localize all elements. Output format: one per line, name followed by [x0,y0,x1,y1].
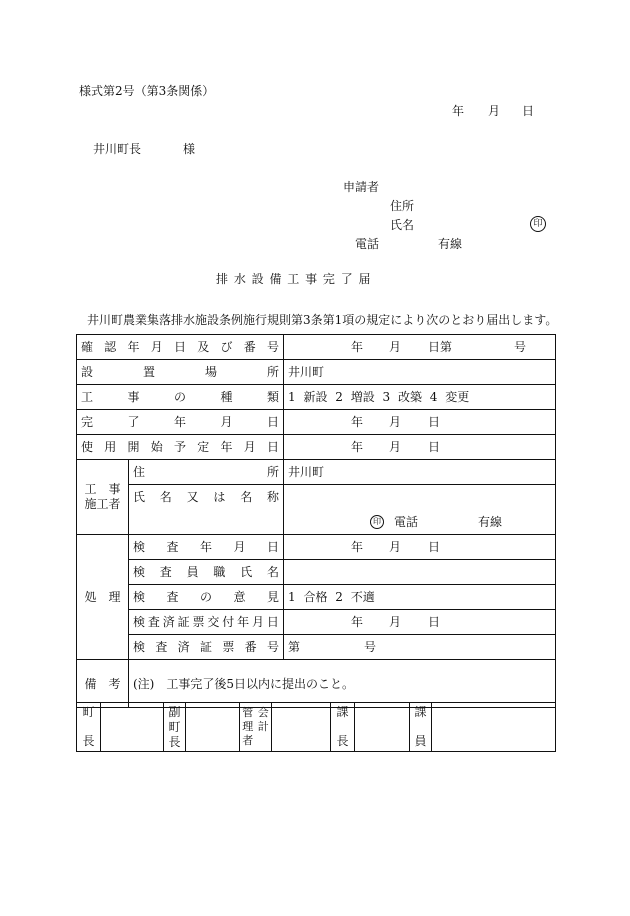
location-label: 設 置 場 所 [77,360,284,385]
vice-mayor-label: 副 町 長 [164,703,186,752]
table-row [77,385,556,410]
inspector-value [284,560,556,585]
staff-label: 課 員 [410,703,432,752]
table-row [77,360,556,385]
approval-stamp-table [76,702,556,752]
vice-mayor-stamp-box [186,703,240,752]
table-row [77,560,556,585]
cert-no-value: 第 号 [284,635,556,660]
date-month: 月 [488,104,501,118]
table-row [77,610,556,635]
date-year: 年 [452,104,465,118]
accounting-manager-stamp-box [272,703,331,752]
process-group-label: 処 理 [77,535,129,660]
contractor-address-value: 井川町 [284,460,556,485]
cert-date-label: 検 査 済 証 票 交 付 年 月 日 [129,610,284,635]
section-chief-stamp-box [355,703,410,752]
intro-text: 井川町農業集落排水施設条例施行規則第3条第1項の規定により次のとおり届出します。 [87,313,558,327]
contractor-name-value: 印 電話 有線 [284,485,556,535]
opinion-label: 検 査 の 意 見 [129,585,284,610]
start-value: 年 月 日 [284,435,556,460]
document-title: 排 水 設 備 工 事 完 了 届 [216,272,372,286]
addressee-suffix: 様 [183,142,196,156]
contractor-name-label: 氏 名 又 は 名 称 [129,485,284,535]
form-number: 様式第2号（第3条関係） [79,84,215,98]
seal-mark [530,216,546,232]
phone-label: 電話 [355,237,380,251]
contractor-group-label: 工 事 施工者 [77,460,129,535]
accounting-manager-label: 管 会 理 計 者 [240,703,272,752]
table-row [77,635,556,660]
mayor-stamp-box [101,703,164,752]
cert-date-value: 年 月 日 [284,610,556,635]
insp-date-label: 検 査 年 月 日 [129,535,284,560]
landline-label: 有線 [438,237,463,251]
section-chief-label: 課 長 [331,703,355,752]
table-row [77,335,556,360]
table-row [77,485,556,535]
insp-date-value: 年 月 日 [284,535,556,560]
name-label: 氏名 [390,218,415,232]
remarks-value: (注) 工事完了後5日以内に提出のこと。 [129,660,556,708]
table-row [77,410,556,435]
table-row [77,585,556,610]
remarks-label: 備 考 [77,660,129,708]
cert-no-label: 検 査 済 証 票 番 号 [129,635,284,660]
confirm-value: 年 月 日第 号 [284,335,556,360]
kind-value: 1 新設 2 増設 3 改築 4 変更 [284,385,556,410]
table-row [77,535,556,560]
table-row [77,435,556,460]
staff-stamp-box [432,703,556,752]
address-label: 住所 [390,199,415,213]
location-value: 井川町 [284,360,556,385]
inspector-label: 検 査 員 職 氏 名 [129,560,284,585]
complete-label: 完 了 年 月 日 [77,410,284,435]
mayor-label: 町 長 [77,703,101,752]
addressee: 井川町長 [93,142,142,156]
seal-icon: 印 [530,216,546,232]
table-row [77,660,556,708]
complete-value: 年 月 日 [284,410,556,435]
form-table [76,334,556,708]
table-row [77,460,556,485]
seal-icon: 印 [370,515,384,529]
kind-label: 工 事 の 種 類 [77,385,284,410]
date-day: 日 [522,104,535,118]
opinion-value: 1 合格 2 不適 [284,585,556,610]
start-label: 使 用 開 始 予 定 年 月 日 [77,435,284,460]
confirm-label: 確 認 年 月 日 及 び 番 号 [77,335,284,360]
applicant-label: 申請者 [343,180,380,194]
contractor-address-label: 住 所 [129,460,284,485]
